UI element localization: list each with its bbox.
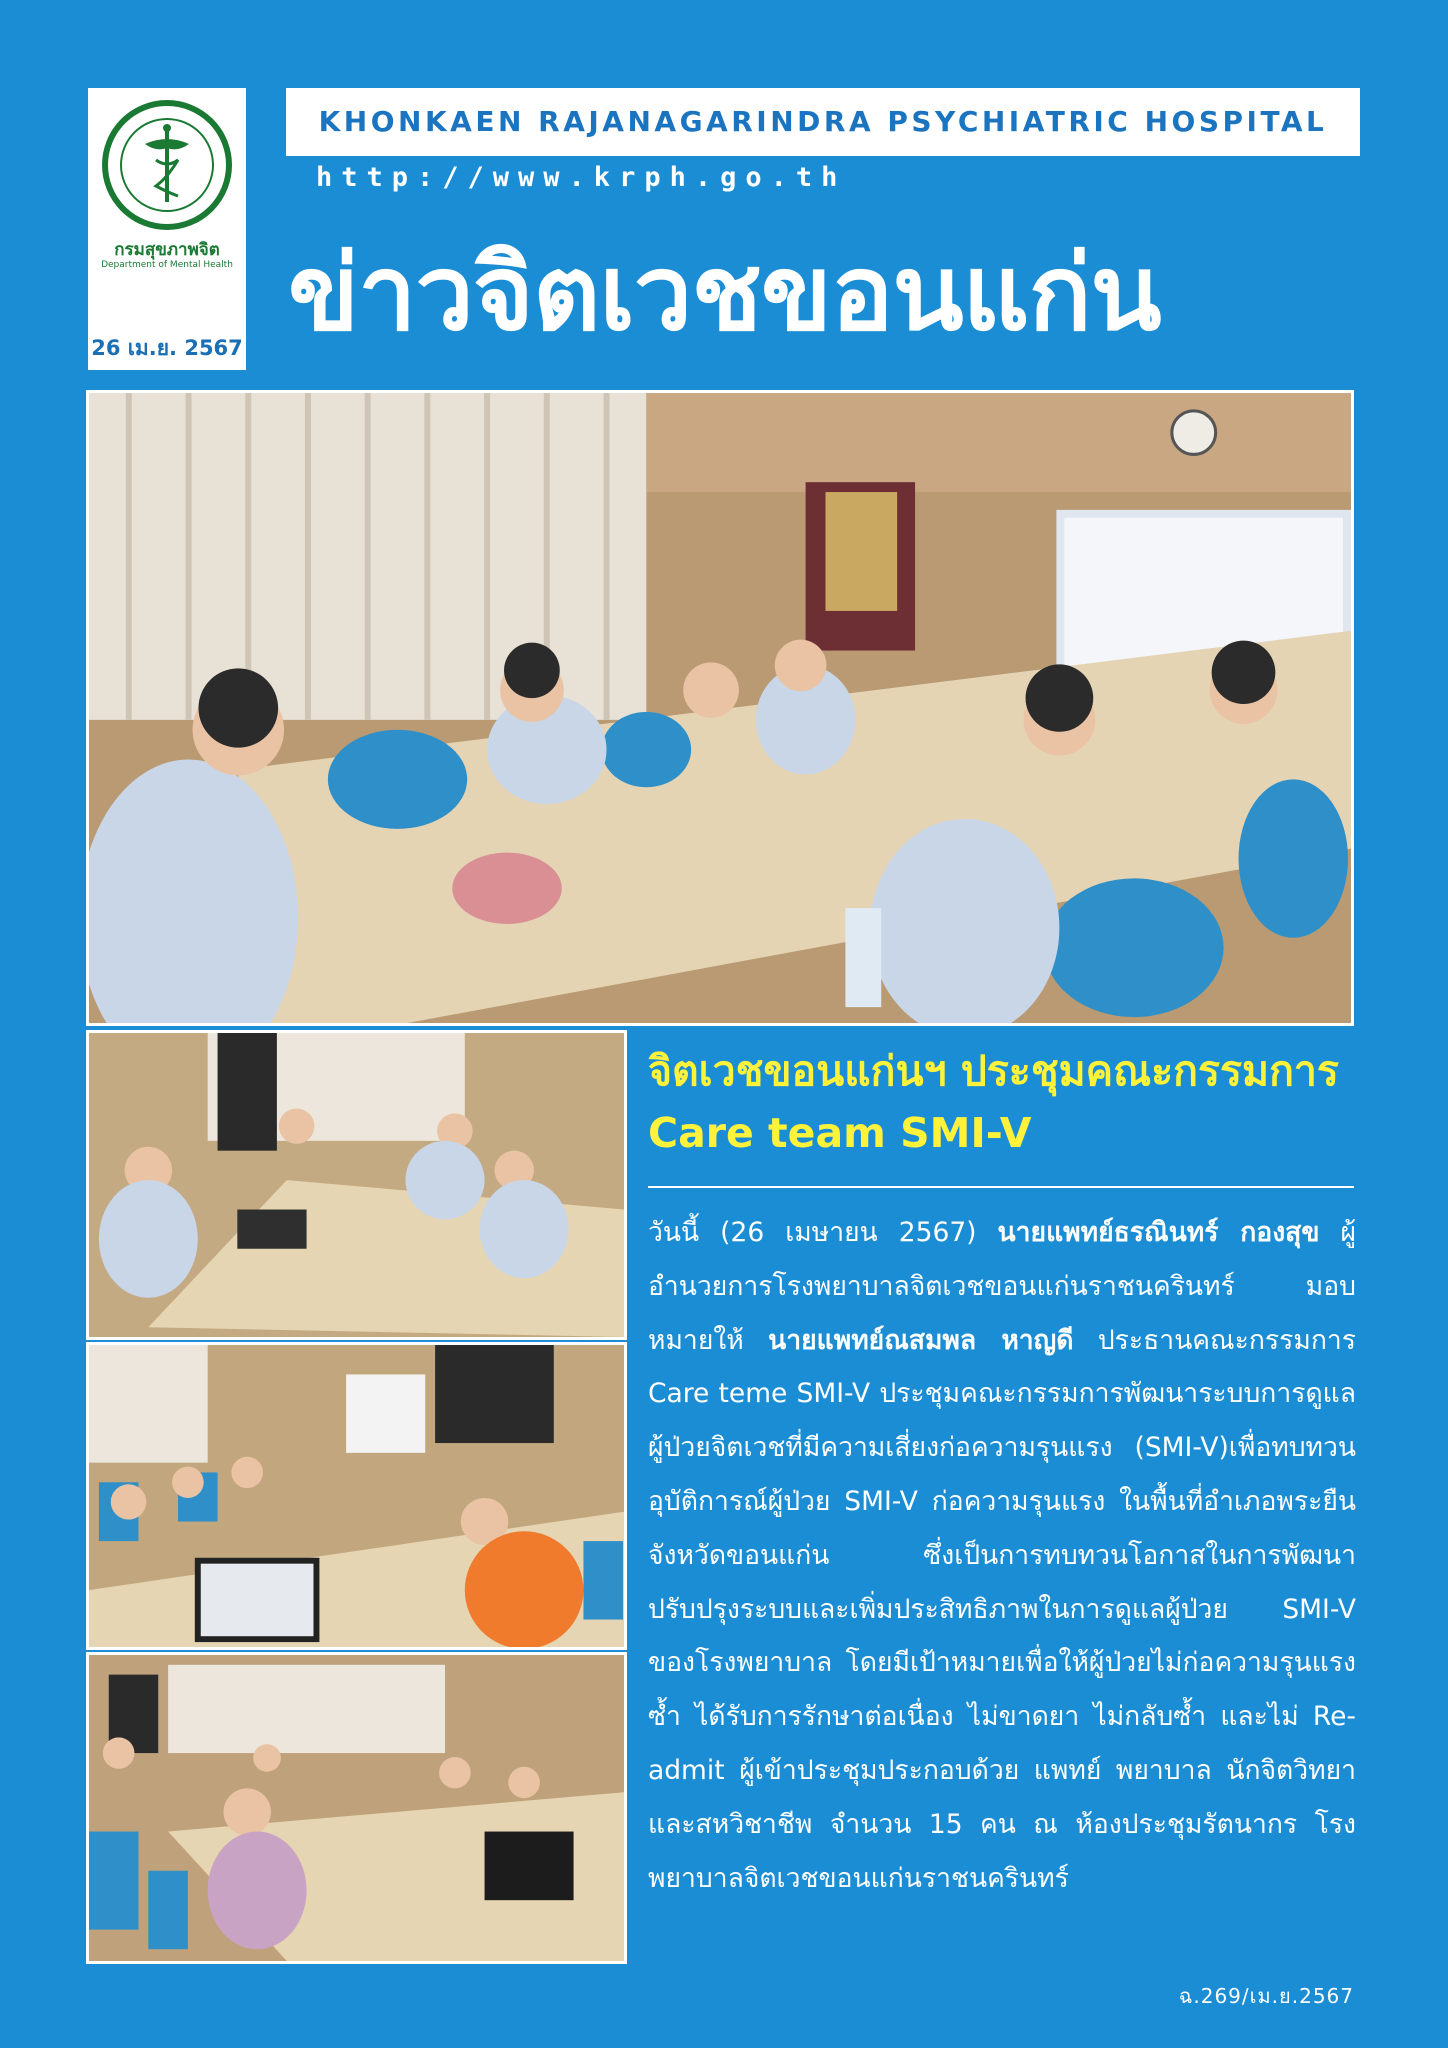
department-name-english: Department of Mental Health <box>101 260 233 270</box>
article-headline <box>648 1040 1368 1164</box>
body-middle: ผู้อำนวยการโรงพยาบาลจิตเวชขอนแก่นราชนครินทร์ มอบหมายให้ <box>648 1217 1356 1356</box>
headline-line-2: Care team SMI-V <box>648 1109 1032 1157</box>
body-intro: วันนี้ (26 เมษายน 2567) <box>648 1217 998 1248</box>
main-meeting-photo <box>86 390 1354 1026</box>
issue-date: 26 เม.ย. 2567 <box>91 336 243 360</box>
meeting-photo-3 <box>86 1652 627 1964</box>
person-director: นายแพทย์ธรณินทร์ กองสุข <box>997 1217 1320 1248</box>
body-rest: ประธานคณะกรรมการ Care teme SMI-V ประชุมคณะกรรมการพัฒนาระบบการดูแลผู้ป่วยจิตเวชที่มีความเสี่ยงก่อความรุนแรง (SMI-V)เพื่อทบทวนอุบัติการณ์ผู้ป่วย SMI-V ก่อความรุนแรง ในพื้นที่อำเภอพระยืน จังหวัดขอนแก่น ซึ่งเป็นการทบทวนโอกาสในการพัฒนาปรับปรุงระบบและเพิ่มประสิทธิภาพในการดูแลผู้ป่วย SMI-V ของโรงพยาบาล โดยมีเป้าหมายเพื่อให้ผู้ป่วยไม่ก่อความรุนแรงซ้ำ ได้รับการรักษาต่อเนื่อง ไม่ขาดยา ไม่กลับซ้ำ และไม่ Re-admit ผู้เข้าประชุมประกอบด้วย แพทย์ พยาบาล นักจิตวิทยาและสหวิชาชีพ จำนวน 15 คน ณ ห้องประชุมรัตนากร โรงพยาบาลจิตเวชขอนแก่นราชนครินทร์ <box>648 1324 1356 1894</box>
department-name-thai: กรมสุขภาพจิต <box>114 240 220 260</box>
headline-line-1: จิตเวชขอนแก่นฯ ประชุมคณะกรรมการ <box>648 1047 1339 1095</box>
website-url: http://www.krph.go.th <box>316 162 847 193</box>
hospital-banner <box>286 88 1360 156</box>
logo-box <box>88 88 246 370</box>
reference-code: ฉ.269/เม.ย.2567 <box>1178 1984 1354 2008</box>
person-chairman: นายแพทย์ณสมพล หาญดี <box>768 1324 1074 1356</box>
ministry-seal-icon <box>100 98 234 232</box>
article-body <box>648 1206 1356 1905</box>
masthead-title: ข่าวจิตเวชขอนแก่น <box>288 232 1161 354</box>
meeting-photo-1 <box>86 1030 627 1340</box>
hospital-name: KHONKAEN RAJANAGARINDRA PSYCHIATRIC HOSPITAL <box>318 105 1328 138</box>
meeting-photo-2 <box>86 1342 627 1650</box>
divider <box>648 1186 1354 1188</box>
